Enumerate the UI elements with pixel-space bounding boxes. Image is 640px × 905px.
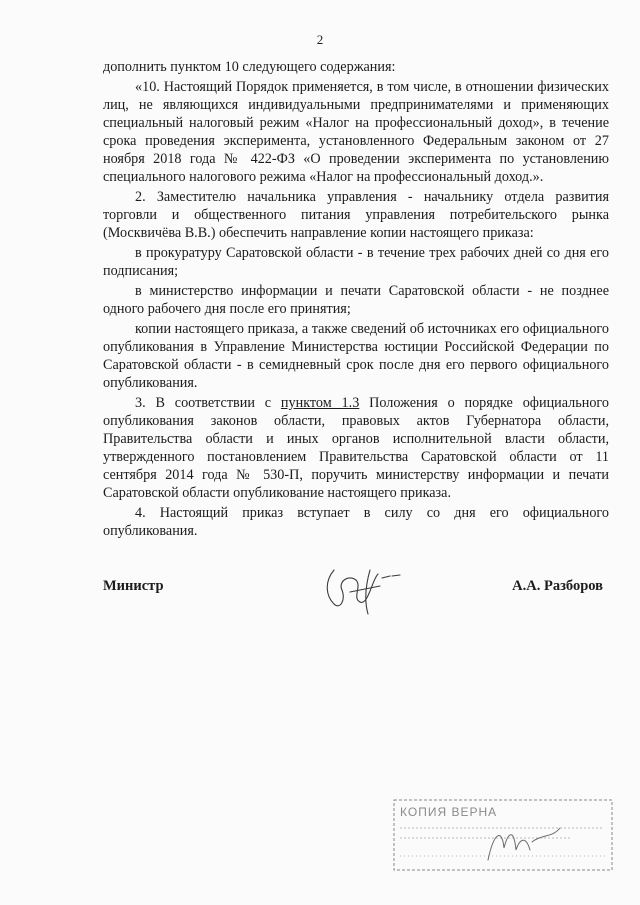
paragraph-item-2: 2. Заместителю начальника управления - начальнику отдела развития торговли и общественного питания управления потребительского рынка (Москвичёва В.В.) обеспечить направление копии настоящего приказа: [103,189,609,241]
signatory-name: А.А. Разборов [512,578,603,594]
handwritten-signature [320,560,410,620]
signatory-title: Министр [103,578,164,594]
paragraph-justice: копии настоящего приказа, а также сведений об источниках его официального опубликования в Управление Министерства юстиции Российской Федерации по Саратовской области - в семидневный срок после дня его первого официального опубликования. [103,321,609,391]
paragraph-item-3 [103,394,609,502]
paragraph-ministry-info: в министерство информации и печати Саратовской области - не позднее одного рабочего дня после его принятия; [103,283,609,317]
document-body [103,58,609,542]
copy-certified-stamp [392,798,614,872]
paragraph-point-10: «10. Настоящий Порядок применяется, в том числе, в отношении физических лиц, не являющихся индивидуальными предпринимателями и применяющих специальный налоговый режим «Налог на профессиональный доход», в течение срока проведения эксперимента, установленного Федеральным законом от 27 ноября 2018 года № 422-ФЗ «О проведении эксперимента по установлению специального налогового режима «Налог на профессиональный доход.». [103,79,609,185]
stamp-label: КОПИЯ ВЕРНА [400,805,498,819]
page-number: 2 [316,32,324,47]
paragraph-item-4: 4. Настоящий приказ вступает в силу со дня его официального опубликования. [103,505,609,539]
item-3-link[interactable]: пунктом 1.3 [280,395,360,411]
paragraph-prosecutor: в прокуратуру Саратовской области - в течение трех рабочих дней со дня его подписания; [103,245,609,279]
item-3-text-end: Положения о порядке официального опубликования законов области, правовых актов Губернатора области, Правительства области и иных органов исполнительной власти области, утвержденного постановлением Правительства Саратовской области от 11 сентября 2014 года № 530-П, поручить министерству информации и печати Саратовской области опубликование настоящего приказа. [103,395,609,501]
item-3-text-start: 3. В соответствии с [135,395,281,411]
paragraph-intro: дополнить пунктом 10 следующего содержания: [103,59,396,75]
